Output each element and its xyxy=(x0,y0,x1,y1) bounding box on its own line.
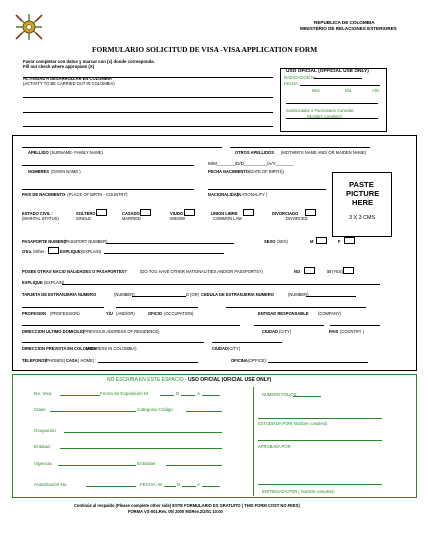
issue-date-year-label: A xyxy=(197,391,201,396)
colombia-address-field[interactable] xyxy=(22,342,204,343)
profession-label: PROFESION xyxy=(22,311,47,316)
explain2-label-en: (EXPLAIN) xyxy=(44,280,65,285)
occupation-official-field[interactable] xyxy=(64,432,222,433)
form-title: FORMULARIO SOLICITUD DE VISA -VISA APPLICATION FORM xyxy=(92,45,318,54)
entries-field[interactable] xyxy=(166,465,222,466)
colombia-address-label: DIRECCION PREVISTA EN COLOMBIA xyxy=(22,346,97,351)
passport-label-en: (PASSPORT NUMBER) xyxy=(64,239,108,244)
divorced-label: DIVORCIADO xyxy=(272,211,299,216)
fecha-field[interactable] xyxy=(300,85,380,86)
birth-country-label: PAIS DE NACIMIENTO xyxy=(22,192,66,197)
other-sex-label: Otra xyxy=(22,249,32,254)
home-phone-label: CASA xyxy=(66,358,78,363)
issue-date-month-field[interactable] xyxy=(160,395,174,396)
cedula-label-en: (NUMBER) xyxy=(288,292,309,297)
company-field[interactable] xyxy=(226,307,366,308)
official-bottom-title-b: USO OFICIAL (OFICIAL USE ONLY) xyxy=(188,377,272,383)
official-use-box-bottom xyxy=(12,374,417,498)
single-checkbox[interactable] xyxy=(96,209,107,216)
visa-number-field[interactable] xyxy=(60,395,100,396)
photo-label-2: PICTURE xyxy=(346,189,380,198)
profession-label-en: (PROFESSION) xyxy=(50,311,80,316)
issue-date-year-field[interactable] xyxy=(202,395,220,396)
previous-address-label: DIRECCION ULTIMO DOMICILIO xyxy=(22,329,85,334)
fecha-label: FECHA: xyxy=(284,81,300,86)
birth-country-field[interactable] xyxy=(22,189,194,190)
previous-city-label: CIUDAD xyxy=(262,329,278,334)
cedula-or-label: D (OR) xyxy=(186,292,199,297)
other-nat-no-label: NO xyxy=(294,269,301,274)
authorization-field[interactable] xyxy=(86,486,136,487)
explain-label: EXPLIQUE xyxy=(60,249,81,254)
activity-label-en: (ACTIVITY TO BE CARRIED OUT IN COLOMBIA) xyxy=(23,81,115,86)
official-top-title: USO OFICIAL (OFFICIAL USE ONLY) xyxy=(286,69,369,74)
widow-label: VIUDO xyxy=(170,211,183,216)
home-phone-label-en: ( HOME) : xyxy=(78,358,97,363)
other-nationalities-label: POSEE OTRAS NACIO NALIDADES O PASAPORTES? xyxy=(22,269,127,274)
colombia-city-label-en: (CITY) xyxy=(228,346,241,351)
delivered-by-field[interactable] xyxy=(258,484,382,485)
surname-field[interactable] xyxy=(22,147,222,148)
footer-line-1: Continúe al respaldo (Please complete other side) ESTE FORMULARIO ES GRATUITO ( THIS FORM COST NO FEES) xyxy=(74,503,300,508)
other-nat-yes-checkbox[interactable] xyxy=(343,267,354,274)
nationality-field[interactable] xyxy=(208,189,326,190)
previous-city-label-en: (CITY) xyxy=(279,329,292,334)
previous-address-label-en: (PREVIOUS ADDRESS OF RESIDENCE) xyxy=(83,329,160,334)
foreign-card-label-en: (NUMBER) xyxy=(114,292,135,297)
explain-field[interactable] xyxy=(104,253,224,254)
nationality-label: NACIONALIDAD xyxy=(208,192,240,197)
previous-country-label: PAIS xyxy=(329,329,339,334)
activity-label: ACTIVIDAD A DESARROLLAR EN COLOMBIA xyxy=(23,76,112,81)
coat-of-arms-logo xyxy=(12,12,46,42)
entries-label: Entradas xyxy=(137,461,156,466)
other-nat-yes-label-en: (YES) xyxy=(332,269,343,274)
common-law-label: UNION LIBRE xyxy=(211,211,238,216)
passport-field[interactable] xyxy=(106,243,234,244)
visa-number-label: No. Visa xyxy=(34,391,52,396)
and-or-label: Y/U xyxy=(106,311,113,316)
cedula-label: CEDULA DE EXTRANJERIA NUMERO xyxy=(201,292,274,297)
office-phone-label: OFICINA xyxy=(231,358,248,363)
validity-field[interactable] xyxy=(58,465,136,466)
activity-line-1[interactable] xyxy=(23,77,273,78)
explain2-label: EXPLIQUE xyxy=(22,280,43,285)
auth-date-year-label: A xyxy=(197,482,201,487)
radication-label: RADICACION No. xyxy=(284,75,318,80)
occupation-label: OFICIO xyxy=(148,311,163,316)
class-label: Clase xyxy=(34,407,46,412)
explain-label-en: (EXPLAIN) xyxy=(81,249,102,254)
company-label-en: (COMPANY) xyxy=(318,311,342,316)
foreign-card-label: TARJETA DE EXTRANJERIA NUMERO xyxy=(22,292,97,297)
other-sex-label-en: /Other xyxy=(33,249,45,254)
officer-label: Sustanciador o Funcionario Consular: xyxy=(286,108,355,113)
category-label: Categoria Código xyxy=(137,407,173,412)
single-label-en: SINGLE xyxy=(76,216,92,221)
married-label-en: MARRIED xyxy=(122,216,141,221)
phones-label: TELEFONOS xyxy=(22,358,48,363)
officer-line-1[interactable] xyxy=(286,103,378,104)
ministry-label: MINISTERIO DE RELACIONES EXTERIORES xyxy=(300,26,397,31)
previous-country-label-en: (COUNTRY ) xyxy=(340,329,364,334)
issue-date-label: Fecha de Expedición M xyxy=(100,391,149,396)
other-surnames-label: OTROS APELLIDOS xyxy=(235,150,274,155)
sex-f-label: F xyxy=(338,239,341,244)
office-phone-label-en: (OFFICE): xyxy=(248,358,267,363)
phones-label-en: (PHONES) xyxy=(45,358,66,363)
company-label: ENTIDAD RESPONSABLE xyxy=(258,311,309,316)
footer-line-2: FORMA VS-001.Rev. 05/ 2000 MSRev.2/2/01 10:00 xyxy=(128,509,223,514)
folios-label: NUMERO FOLIOS: xyxy=(262,392,298,397)
republic-label: REPUBLICA DE COLOMBIA xyxy=(314,20,375,25)
photo-label-3: HERE xyxy=(352,198,374,207)
other-nat-no-checkbox[interactable] xyxy=(304,267,315,274)
common-law-checkbox[interactable] xyxy=(243,209,254,216)
radication-field[interactable] xyxy=(314,78,362,79)
issue-date-day-label: D xyxy=(176,391,180,396)
instructions-es: Favor completar con datos y marcar con (x) donde corresponda. xyxy=(23,59,155,64)
common-law-label-en: COMMON LAW xyxy=(213,216,242,221)
auth-date-month-field[interactable] xyxy=(164,486,176,487)
married-checkbox[interactable] xyxy=(140,209,151,216)
auth-date-label: FECHA: M xyxy=(140,482,162,487)
auth-date-year-field[interactable] xyxy=(202,486,220,487)
officer-name-hint: (Nombre completo) xyxy=(307,114,343,119)
occupation-label-en: (OCCUPATION) xyxy=(164,311,194,316)
surname-label: APELLIDO xyxy=(28,150,49,155)
and-or-label-en: (AND/OR) xyxy=(116,311,135,316)
sex-m-checkbox[interactable] xyxy=(316,237,327,244)
other-nationalities-label-en: (DO YOU HAVE OTHER NATIONALITIES AND/OR PASSPORTS?) xyxy=(140,269,263,274)
divorced-checkbox[interactable] xyxy=(305,209,316,216)
month-label: Mes xyxy=(312,88,320,93)
other-sex-checkbox[interactable] xyxy=(48,247,59,254)
other-nat-yes-label: SI xyxy=(327,269,331,274)
day-label: Dia xyxy=(345,88,352,93)
official-divider xyxy=(253,387,254,496)
previous-country-field[interactable] xyxy=(330,325,380,326)
birth-country-label-en: – (PLACE OF BIRTH - COUNTRY) xyxy=(64,192,128,197)
given-name-label: NOMBRES xyxy=(28,169,49,174)
occupation-official-label: Ocupación xyxy=(34,428,56,433)
marital-status-label: ESTADO CIVIL : xyxy=(22,211,53,216)
approved-by-label: APROBADA POR xyxy=(258,444,291,449)
passport-label: PASAPORTE NUMERO xyxy=(22,239,67,244)
dob-label: FECHA NACIMIENTO xyxy=(208,169,249,174)
widow-checkbox[interactable] xyxy=(184,209,195,216)
office-phone-field[interactable] xyxy=(268,362,368,363)
explain2-field[interactable] xyxy=(62,284,380,285)
surname-label-en: (SURNAME- FAMILY NAME) xyxy=(50,150,103,155)
official-bottom-title xyxy=(107,377,271,383)
marital-status-label-en: (MARITAL STATUS) xyxy=(22,216,59,221)
nationality-label-en: (NATIONALITY ) xyxy=(237,192,268,197)
given-name-label-en: (GIVEN NAME ) xyxy=(51,169,81,174)
activity-line-3[interactable] xyxy=(23,112,273,113)
entity-official-label: Entidad: xyxy=(34,444,51,449)
cedula-field[interactable] xyxy=(306,296,356,297)
issue-date-day-field[interactable] xyxy=(181,395,195,396)
class-field[interactable] xyxy=(50,411,136,412)
activity-line-4[interactable] xyxy=(23,126,273,127)
previous-address-field[interactable] xyxy=(22,325,240,326)
profession-field[interactable] xyxy=(22,307,104,308)
entity-official-field[interactable] xyxy=(60,448,222,449)
studied-by-field[interactable] xyxy=(258,418,382,419)
official-bottom-title-a: NO ESCRIBA EN ESTE ESPACIO - xyxy=(107,377,189,383)
year-label: Año xyxy=(372,88,380,93)
studied-by-label: ESTUDIADA POR( Nombre completo) xyxy=(258,421,328,426)
authorization-label: Autorización No. xyxy=(34,482,68,487)
colombia-city-field[interactable] xyxy=(212,342,282,343)
sex-label-en: (SEX) xyxy=(277,239,288,244)
dob-field[interactable]: M/M_______/D/D_________/A/Y_______ xyxy=(208,161,294,166)
category-field[interactable] xyxy=(186,411,222,412)
photo-size: 3 X 3 CMS xyxy=(349,215,376,221)
previous-city-field[interactable] xyxy=(254,325,324,326)
photo-label-1: PASTE xyxy=(349,180,374,189)
married-label: CASADO xyxy=(122,211,140,216)
approved-by-field[interactable] xyxy=(258,440,382,441)
validity-label: Vigencia xyxy=(34,461,52,466)
colombia-address-label-en: (ADDRESS IN COLOMBIA) xyxy=(86,346,137,351)
folios-field[interactable] xyxy=(293,396,321,397)
other-surnames-label-en: (MOTHER'S NAME AND/ OR MAIDEN NAME) xyxy=(281,150,366,155)
sex-m-label: M xyxy=(310,239,314,244)
delivered-by-label: ENTREGADA POR ( Nombre completo) xyxy=(262,489,335,494)
dob-label-en: (DATE OF BIRTH)) xyxy=(249,169,284,174)
divorced-label-en: DIVORCED xyxy=(286,216,308,221)
colombia-city-label: CIUDAD xyxy=(212,346,228,351)
single-label: SOLTERO xyxy=(76,211,96,216)
other-surnames-field[interactable] xyxy=(230,147,370,148)
home-phone-field[interactable] xyxy=(98,362,198,363)
activity-line-2[interactable] xyxy=(23,97,273,98)
given-name-field[interactable] xyxy=(22,165,194,166)
auth-date-day-label: D xyxy=(177,482,181,487)
auth-date-day-field[interactable] xyxy=(182,486,196,487)
widow-label-en: WIDOW xyxy=(170,216,186,221)
sex-f-checkbox[interactable] xyxy=(344,237,355,244)
sex-label: SEXO xyxy=(264,239,276,244)
foreign-card-field[interactable] xyxy=(132,296,186,297)
instructions-en: Fill out check where appropiate (X) xyxy=(23,64,95,69)
occupation-field[interactable] xyxy=(116,307,198,308)
